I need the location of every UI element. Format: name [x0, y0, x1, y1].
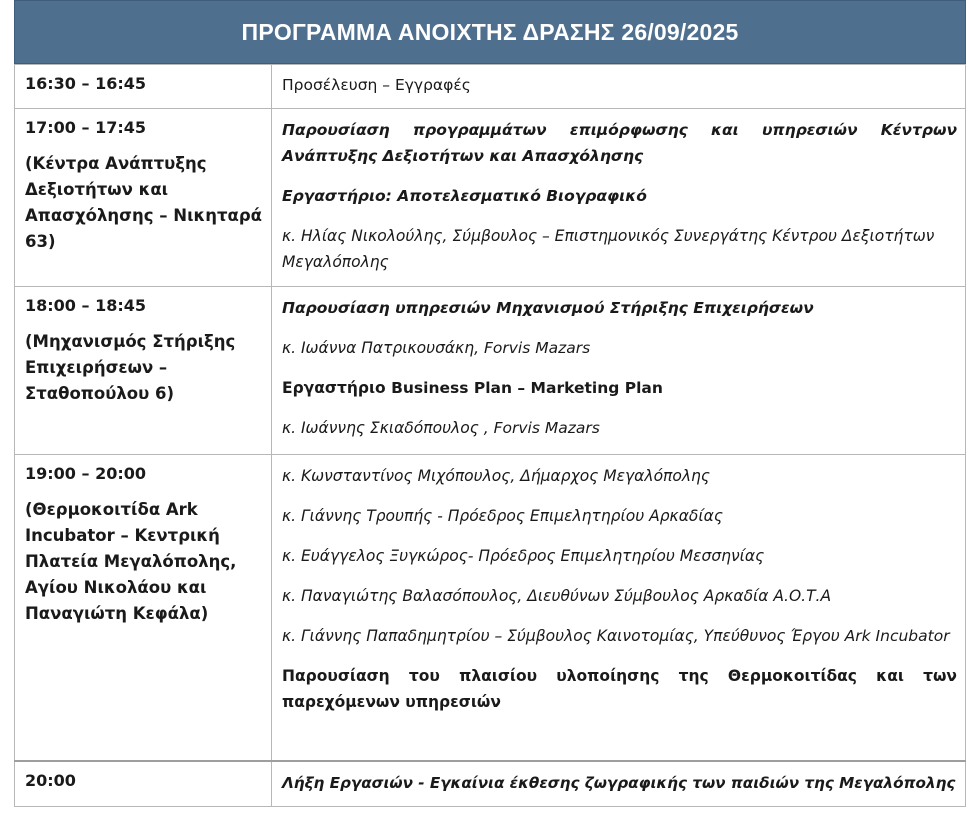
- schedule-row-5: [15, 761, 966, 807]
- speaker: κ. Ιωάννης Σκιαδόπουλος , Forvis Mazars: [282, 419, 600, 437]
- activity-cell: [272, 287, 966, 455]
- presentation-title: Παρουσίαση προγραμμάτων επιμόρφωσης και υπηρεσιών Κέντρων Ανάπτυξης Δεξιοτήτων και Απασχόλησης: [282, 121, 957, 165]
- activity-cell: [272, 65, 966, 109]
- time-slot: 20:00: [25, 770, 76, 790]
- program-document: [14, 0, 966, 807]
- time-cell: [15, 109, 272, 287]
- speaker: κ. Παναγιώτης Βαλασόπουλος, Διευθύνων Σύμβουλος Αρκαδία Α.Ο.Τ.Α: [282, 587, 832, 605]
- schedule-row-4: [15, 455, 966, 761]
- activity-cell: [272, 109, 966, 287]
- presentation-title: Παρουσίαση υπηρεσιών Μηχανισμού Στήριξης Επιχειρήσεων: [282, 299, 814, 317]
- schedule-row-1: [15, 65, 966, 109]
- time-cell: [15, 455, 272, 761]
- time-slot: 18:00 – 18:45: [25, 296, 146, 315]
- presentation-title: Παρουσίαση του πλαισίου υλοποίησης της Θερμοκοιτίδας και των παρεχόμενων υπηρεσιών: [282, 667, 957, 711]
- schedule-row-2: [15, 109, 966, 287]
- time-cell: [15, 761, 272, 807]
- speaker: κ. Γιάννης Τρουπής - Πρόεδρος Επιμελητηρίου Αρκαδίας: [282, 507, 723, 525]
- closing-item: Λήξη Εργασιών - Εγκαίνια έκθεσης ζωγραφικής των παιδιών της Μεγαλόπολης: [282, 773, 956, 792]
- speaker: κ. Ευάγγελος Ξυγκώρος- Πρόεδρος Επιμελητηρίου Μεσσηνίας: [282, 547, 765, 565]
- activity-cell: [272, 761, 966, 807]
- location-label: (Θερμοκοιτίδα Ark Incubator – Κεντρική Πλατεία Μεγαλόπολης, Αγίου Νικολάου και Παναγιώτη Κεφάλα): [25, 500, 237, 623]
- workshop-title: Εργαστήριο: Αποτελεσματικό Βιογραφικό: [282, 187, 647, 205]
- activity-cell: [272, 455, 966, 761]
- schedule-row-3: [15, 287, 966, 455]
- time-cell: [15, 65, 272, 109]
- time-slot: 17:00 – 17:45: [25, 118, 146, 137]
- activity-item: Προσέλευση – Εγγραφές: [282, 76, 471, 94]
- program-title: ΠΡΟΓΡΑΜΜΑ ΑΝΟΙΧΤΗΣ ΔΡΑΣΗΣ 26/09/2025: [14, 0, 966, 64]
- workshop-title: Εργαστήριο Business Plan – Marketing Plan: [282, 379, 663, 397]
- speaker: κ. Ιωάννα Πατρικουσάκη, Forvis Mazars: [282, 339, 591, 357]
- location-label: (Μηχανισμός Στήριξης Επιχειρήσεων – Σταθοπούλου 6): [25, 332, 236, 403]
- location-label: (Κέντρα Ανάπτυξης Δεξιοτήτων και Απασχόλησης – Νικηταρά 63): [25, 154, 263, 251]
- time-slot: 19:00 – 20:00: [25, 464, 146, 483]
- speaker: κ. Γιάννης Παπαδημητρίου – Σύμβουλος Καινοτομίας, Υπεύθυνος Έργου Ark Incubator: [282, 627, 950, 645]
- speaker: κ. Ηλίας Νικολούλης, Σύμβουλος – Επιστημονικός Συνεργάτης Κέντρου Δεξιοτήτων Μεγαλόπολης: [282, 227, 935, 271]
- speaker: κ. Κωνσταντίνος Μιχόπουλος, Δήμαρχος Μεγαλόπολης: [282, 467, 710, 485]
- schedule-table: [14, 64, 966, 807]
- time-slot: 16:30 – 16:45: [25, 74, 146, 93]
- time-cell: [15, 287, 272, 455]
